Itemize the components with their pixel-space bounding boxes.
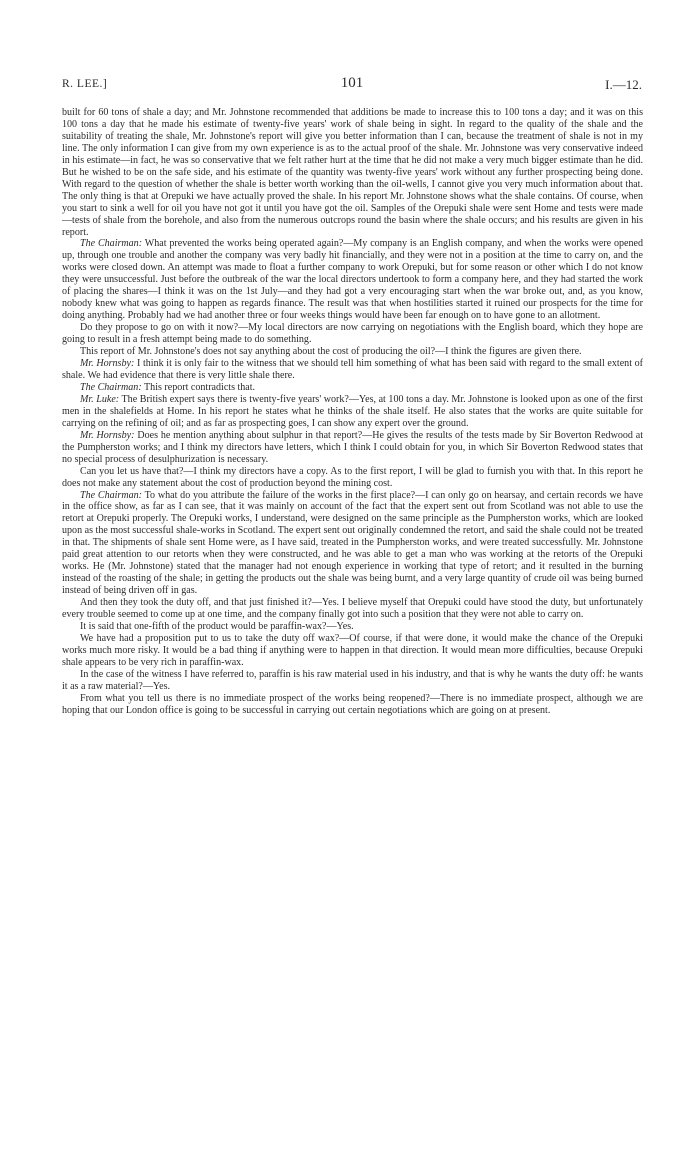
header-reference: I.—12. <box>605 77 642 92</box>
document-body <box>62 107 643 717</box>
paragraph-text: From what you tell us there is no immediate prospect of the works being reopened?—There is no immediate prospect, although we are hoping that our London office is going to be successful in carrying out certain negotiations which are going on at present. <box>62 692 643 716</box>
paragraph <box>62 597 643 621</box>
speaker-label: The Chairman: <box>80 489 142 501</box>
paragraph-text: This report contradicts that. <box>144 381 256 393</box>
paragraph-text: The British expert says there is twenty-five years' work?—Yes, at 100 tons a day. Mr. Johnstone is looked upon as one of the first men in the shalefields at Home. In his report he states what he thinks of the shale itself. He also states that the works are quite suitable for carrying on the refining of oil; and as far as prospecting goes, I can show any expert over the ground. <box>62 393 643 429</box>
paragraph-text: I think it is only fair to the witness that we should tell him something of what has been said with regard to the small extent of shale. We had evidence that there is very little shale there. <box>62 358 644 381</box>
paragraph-text: This report of Mr. Johnstone's does not say anything about the cost of producing the oil?—I think the figures are given there. <box>80 346 582 358</box>
paragraph <box>62 490 643 598</box>
paragraph-text: To what do you attribute the failure of the works in the first place?—I can only go on hearsay, and certain records we have in the office show, as far as I can see, that it was mainly on account of the fact that the expert sent out from Scotland was not able to use the retort at Orepuki properly. The Orepuki works, I understand, were designed on the same principle as the Pumpherston works, which are looked upon as the most successful shale-works in Scotland. The expert sent out originally condemned the retort, and said the shale could not be treated in that. The shipments of shale sent Home were, as I have said, treated in the Pumpherston works, and were treated successfully. Mr. Johnstone paid great attention to our retorts when they were constructed, and he was able to get a man who was working at the retorts of the Orepuki works. He (Mr. Johnstone) stated that the manager had not enough experience in working that type of retort; and it resulted in the burning instead of the roasting of the shale; in getting the products out the shale was being burnt, and a very large quantity of crude oil was being burned instead of being driven off in gas. <box>62 489 643 597</box>
paragraph-text: Does he mention anything about sulphur in that report?—He gives the results of the tests made by Sir Boverton Redwood at the Pumpherston works; and I think my directors have letters, which I think I could obtain for you, in which Sir Boverton Redwood states that no special process of desulphurization is necessary. <box>62 429 644 465</box>
paragraph-text: built for 60 tons of shale a day; and Mr. Johnstone recommended that additions be made to increase this to 100 tons a day; and it was on this 100 tons a day that he made his estimate of twenty-five years' work of shale being in sight. In regard to the quality of the shale and the suitability of treating the shale, Mr. Johnstone's report will give you better information than I can, because the treatment of shale is not in my line. The only information I can give from my own experience is as to the actual proof of the shale. Mr. Johnstone was very conservative indeed in his estimate—in fact, he was so conservative that we felt rather hurt at the time that he did not make a very much bigger estimate than he did. But he wished to be on the safe side, and his estimate of the quantity was twenty-five years' work without any further prospecting being done. With regard to the question of whether the shale is better worth working than the oil-wells, I cannot give you very much information about that. The only thing is that at Orepuki we have actually proved the shale. In his report Mr. Johnstone shows what the shale contains. Of course, when you start to sink a well for oil you have not got it until you have got the oil. Samples of the Orepuki shale were sent Home and tests were made—tests of shale from the borehole, and also from the numerous outcrops round the basin where the shale occurs; and his results are given in his report. <box>62 107 643 238</box>
paragraph <box>62 382 643 394</box>
paragraph <box>62 358 643 382</box>
paragraph <box>62 322 643 346</box>
paragraph-text: It is said that one-fifth of the product would be paraffin-wax?—Yes. <box>80 620 354 632</box>
paragraph <box>62 633 643 669</box>
speaker-label: The Chairman: <box>80 381 142 393</box>
speaker-label: Mr. Luke: <box>80 393 120 405</box>
speaker-label: Mr. Hornsby: <box>80 429 135 441</box>
paragraph-text: In the case of the witness I have referred to, paraffin is his raw material used in his industry, and that is why he wants the duty off: he wants it as a raw material?—Yes. <box>62 668 643 692</box>
paragraph <box>62 621 643 633</box>
page-header <box>62 75 642 98</box>
speaker-label: The Chairman: <box>80 238 143 250</box>
speaker-label: Mr. Hornsby: <box>80 358 135 370</box>
paragraph <box>62 669 643 693</box>
paragraph-text: Can you let us have that?—I think my directors have a copy. As to the first report, I will be glad to furnish you with that. In this report he does not make any statement about the cost of production beyond the mining cost. <box>62 465 643 489</box>
paragraph-text: Do they propose to go on with it now?—My local directors are now carrying on negotiations with the English board, which they hope are going to result in a fresh attempt being made to do something. <box>62 322 643 346</box>
paragraph-text: What prevented the works being operated again?—My company is an English company, and when the works were opened up, through one trouble and another the company was very badly hit financially, and they were not in a position at the time to carry on, and the works were closed down. An attempt was made to float a further company to work Orepuki, but for some reason or other which I do not know they were unsuccessful. Just before the outbreak of the war the local directors undertook to form a company here, and they had started the work of placing the shares—I think it was on the 1st July—and they had got a very encouraging start when the war broke out, and, as you know, nobody knew what was going to happen as regards finance. The result was that when hostilities started it ruined our prospects for the time for doing anything. Probably had we had another three or four weeks things would have been far enough on to have gone to an allotment. <box>62 238 643 322</box>
paragraph-text: And then they took the duty off, and that just finished it?—Yes. I believe myself that Orepuki could have stood the duty, but unfortunately every trouble seemed to come up at one time, and the company finally got into such a position that they were not able to carry on. <box>62 597 643 621</box>
paragraph <box>62 346 643 358</box>
paragraph <box>62 107 643 238</box>
paragraph <box>62 238 643 322</box>
paragraph <box>62 466 643 490</box>
paragraph <box>62 394 643 430</box>
header-witness-name: R. LEE.] <box>62 78 108 90</box>
page-number: 101 <box>340 75 364 91</box>
paragraph-text: We have had a proposition put to us to take the duty off wax?—Of course, if that were done, it would make the chance of the Orepuki works much more risky. It would be a bad thing if anything were to happen in that direction. It would mean more difficulties, because Orepuki shale appears to be very rich in paraffin-wax. <box>62 632 643 668</box>
paragraph <box>62 693 643 717</box>
paragraph <box>62 430 643 466</box>
